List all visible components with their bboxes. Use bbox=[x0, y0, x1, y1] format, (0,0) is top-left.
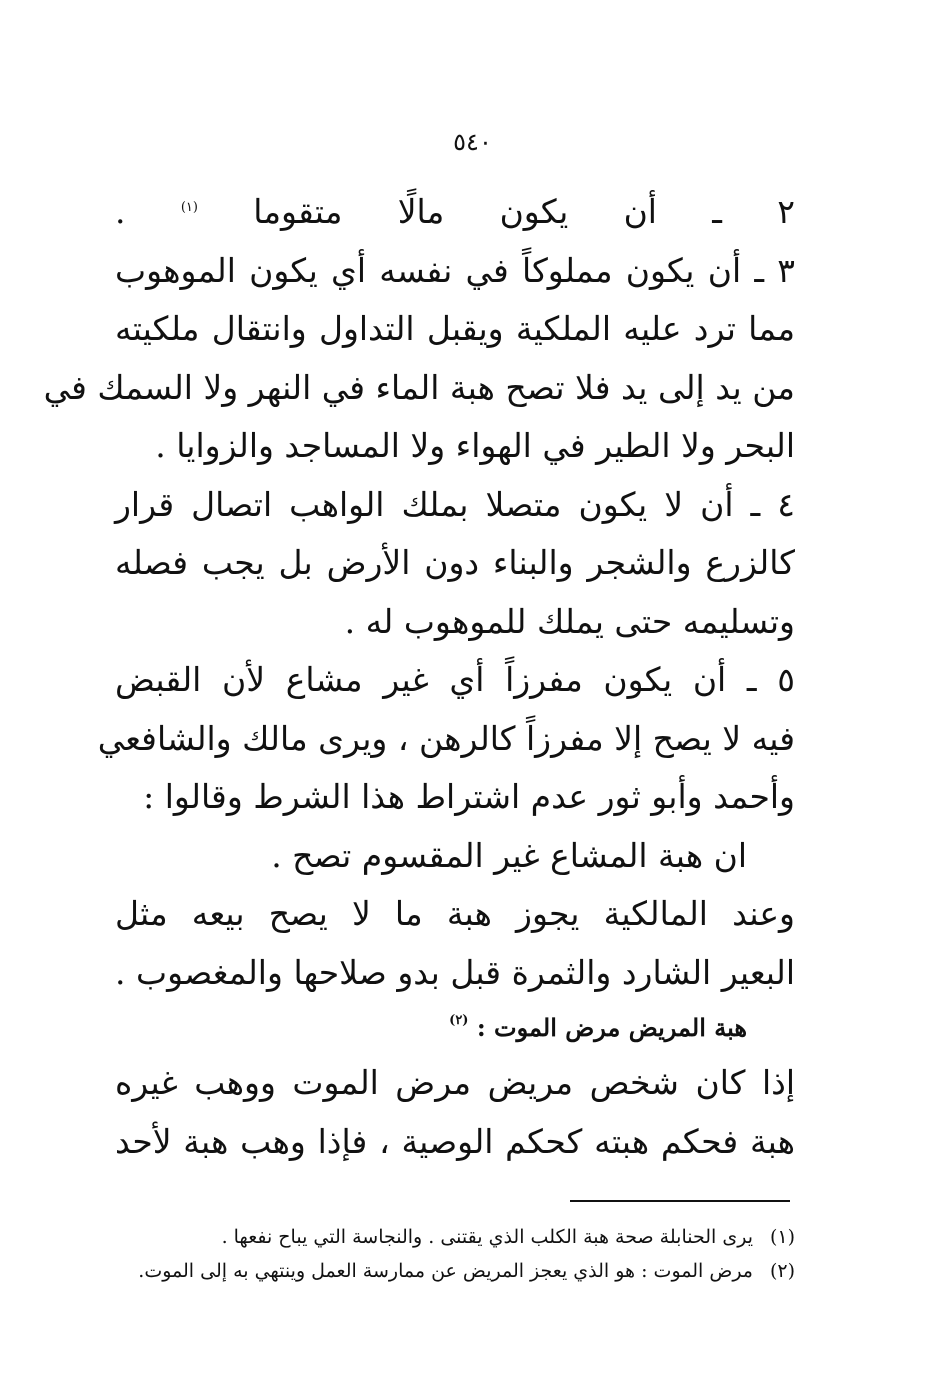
text-line: وأحمد وأبو ثور عدم اشتراط هذا الشرط وقالوا : bbox=[143, 777, 795, 816]
text-line: كالزرع والشجر والبناء دون الأرض بل يجب فصله bbox=[115, 543, 795, 582]
text-line: ٢ ـ أن يكون مالًا متقوما $^{(١)}$ . bbox=[115, 192, 796, 231]
footnote-ref: (١) bbox=[180, 200, 198, 215]
text-line: ٣ ـ أن يكون مملوكاً في نفسه أي يكون الموهوب bbox=[115, 250, 795, 290]
footnote-text: مرض الموت : هو الذي يعجز المريض عن ممارسة العمل وينتهي به إلى الموت. bbox=[138, 1260, 753, 1282]
section-heading: هبة المريض مرض الموت : $^{(٢)}$ bbox=[449, 1013, 747, 1042]
text-line: وتسليمه حتى يملك للموهوب له . bbox=[344, 601, 795, 641]
text-line: ٤ ـ أن لا يكون متصلا بملك الواهب اتصال قرار bbox=[115, 484, 795, 524]
text-line: ان هبة المشاع غير المقسوم تصح . bbox=[271, 835, 747, 875]
footnote bbox=[115, 1220, 795, 1254]
text-line: وعند المالكية يجوز هبة ما لا يصح بيعه مثل bbox=[115, 894, 795, 933]
footnote-marker: (٢) bbox=[769, 1260, 795, 1282]
footnote bbox=[115, 1254, 795, 1288]
text-line: مما ترد عليه الملكية ويقبل التداول وانتقال ملكيته bbox=[115, 309, 795, 348]
text-line: من يد إلى يد فلا تصح هبة الماء في النهر ولا السمك في bbox=[43, 367, 795, 407]
main-text bbox=[43, 183, 796, 1171]
footnote-ref: (٢) bbox=[449, 1013, 469, 1028]
footnotes bbox=[115, 1220, 795, 1288]
footnote-marker: (١) bbox=[769, 1226, 795, 1248]
footnote-text: يرى الحنابلة صحة هبة الكلب الذي يقتنى . والنجاسة التي يباح نفعها . bbox=[221, 1226, 753, 1248]
text-line: البحر ولا الطير في الهواء ولا المساجد والزوايا . bbox=[155, 426, 795, 465]
text-line: ٥ ـ أن يكون مفرزاً أي غير مشاع لأن القبض bbox=[115, 660, 795, 699]
text-line: فيه لا يصح إلا مفرزاً كالرهن ، ويرى مالك والشافعي bbox=[97, 718, 795, 758]
page-number: ٥٤٠ bbox=[453, 128, 492, 156]
text-line: البعير الشارد والثمرة قبل بدو صلاحها والمغصوب . bbox=[115, 952, 795, 992]
text-line: هبة فحكم هبته كحكم الوصية ، فإذا وهب هبة لأحد bbox=[115, 1121, 795, 1161]
footnote-divider bbox=[570, 1200, 790, 1202]
text-line: إذا كان شخص مريض مرض الموت ووهب غيره bbox=[115, 1063, 795, 1102]
